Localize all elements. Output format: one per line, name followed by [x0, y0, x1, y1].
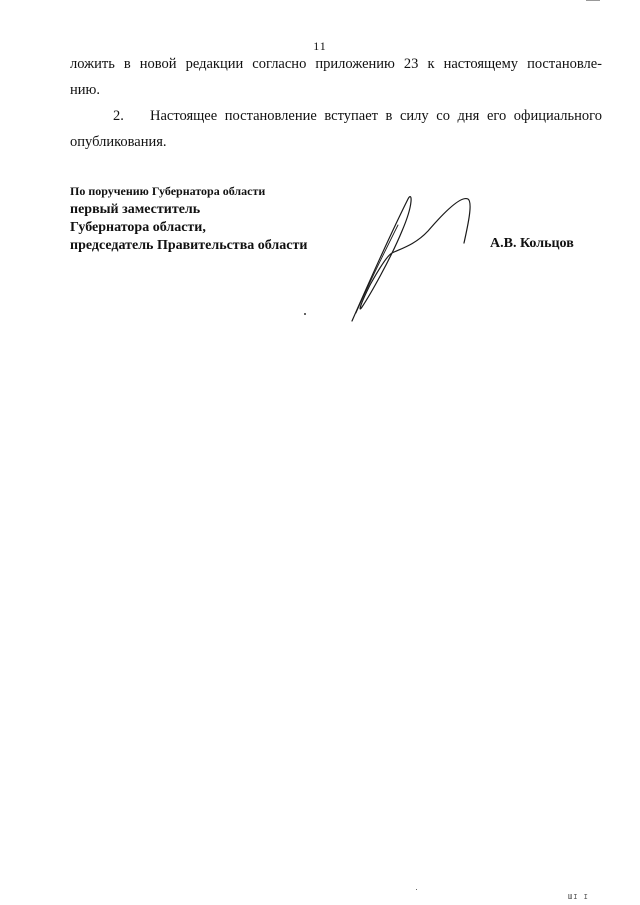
signature-title-block	[70, 184, 307, 255]
paragraph-2-line-2: опубликования.	[70, 134, 167, 150]
paragraph-2	[70, 103, 602, 155]
paragraph-2-line-1-text: Настоящее постановление вступает в силу со дня его официального	[150, 108, 602, 124]
signature-title-line-3: Губернатора области,	[70, 220, 206, 235]
paragraph-1-line-2: нию.	[70, 82, 100, 98]
signature-title-line-2: первый заместитель	[70, 202, 201, 217]
paragraph-2-line-1	[70, 103, 602, 129]
scan-dot	[304, 313, 306, 315]
signature-title-line-4: председатель Правительства области	[70, 238, 308, 253]
page-number: 11	[313, 39, 327, 53]
corner-scan-mark	[586, 0, 600, 1]
paragraph-1-line-1: ложить в новой редакции согласно приложению 23 к настоящему постановле-	[70, 56, 602, 72]
signer-name: А.В. Кольцов	[490, 236, 574, 251]
footer-scan-mark: ШI I	[568, 893, 589, 901]
paragraph-2-number: 2.	[113, 108, 124, 124]
signature-title-line-1: По поручению Губернатора области	[70, 184, 266, 198]
paragraph-1	[70, 51, 602, 103]
handwritten-signature	[340, 185, 480, 325]
scan-dot	[416, 889, 417, 890]
